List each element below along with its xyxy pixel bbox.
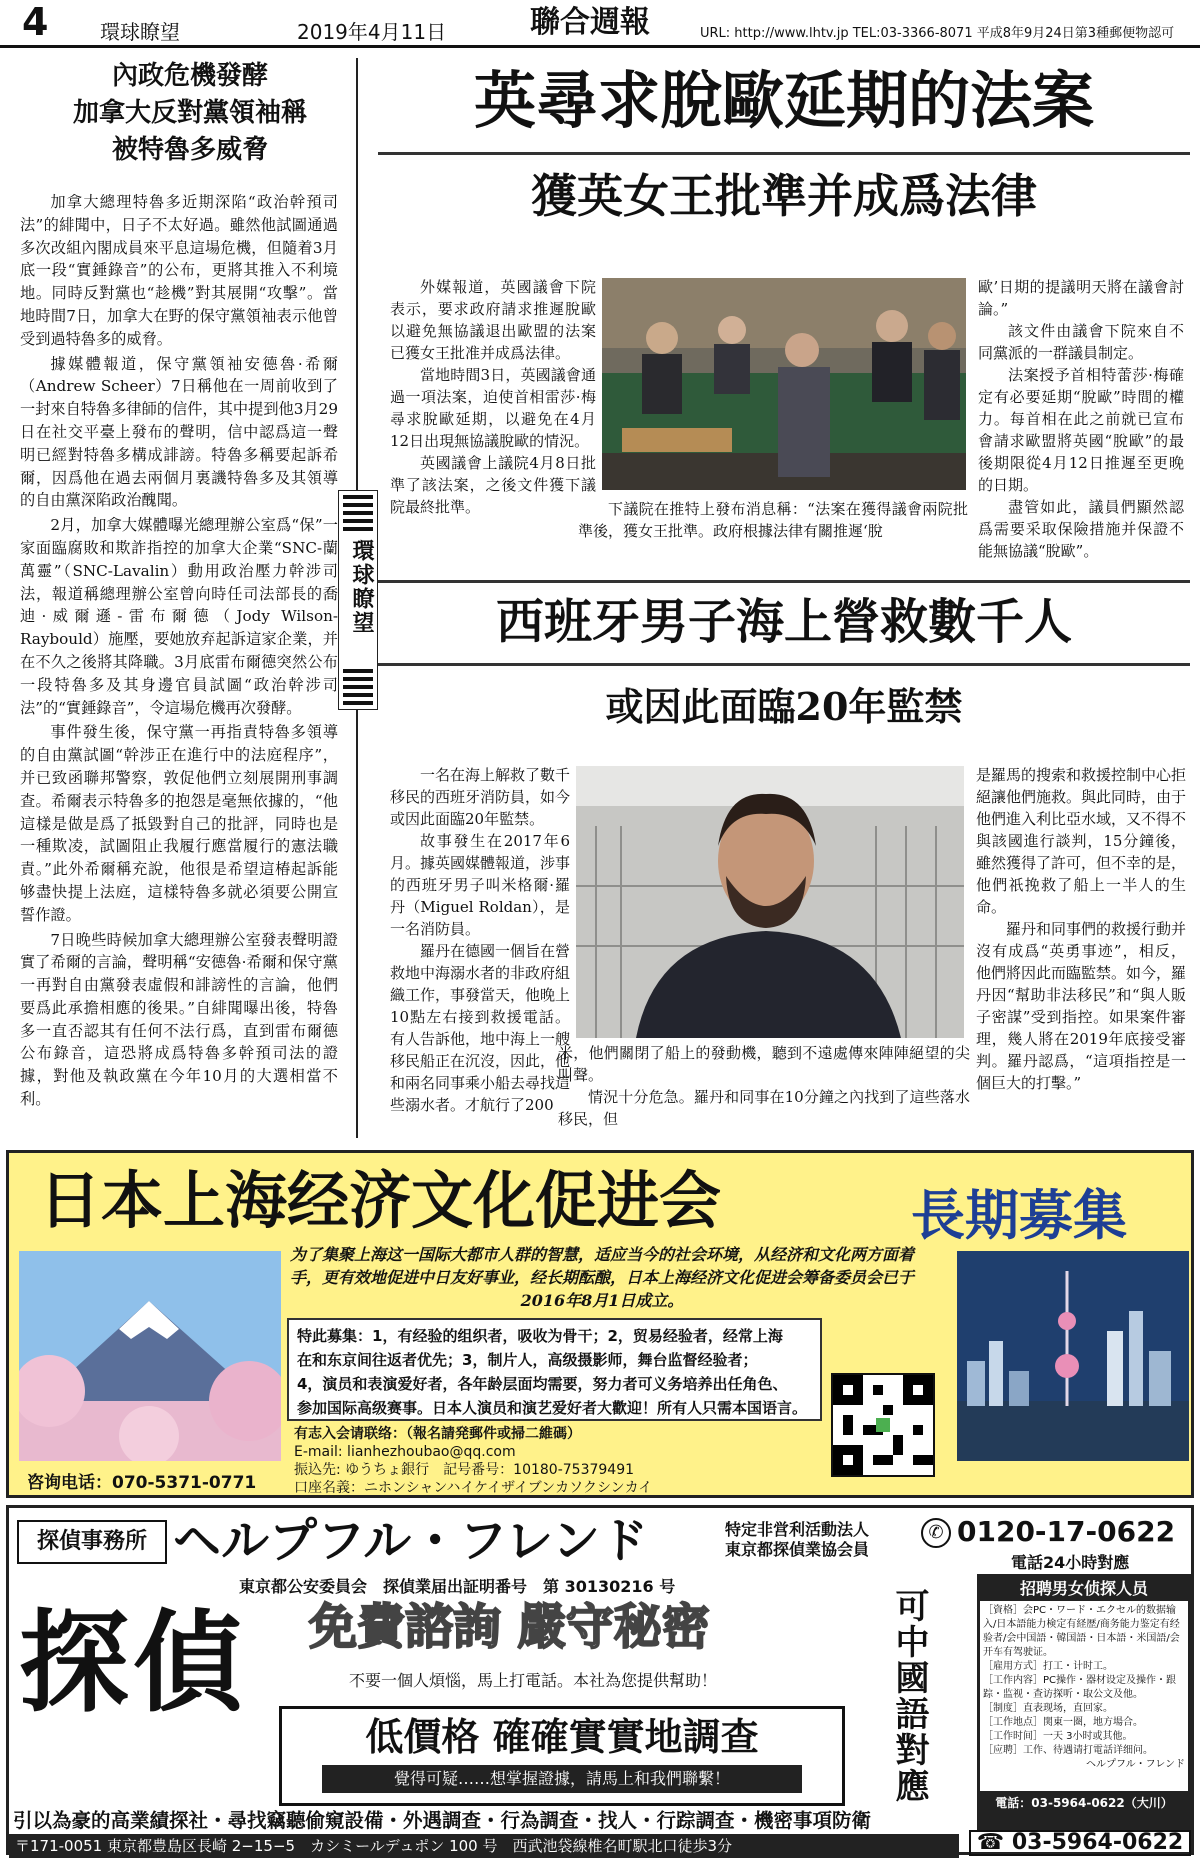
- email-line: E-mail: lianhezhoubao@qq.com: [294, 1444, 516, 1460]
- newspaper-logo: 聯合週報: [530, 5, 650, 40]
- article-title: 英尋求脫歐延期的法案: [473, 64, 1094, 137]
- recruit-item: ［工作内容］PC操作・器材设定及操作・跟踪・监视・查访探听・取公文及他。: [983, 1675, 1177, 1700]
- recruit-line: 特此募集：1，有经验的组织者，吸收为骨干；2，贸易经验者，经常上海: [297, 1327, 783, 1345]
- recruit-label: 長期募集: [911, 1184, 1127, 1247]
- recruit-title: 招聘男女侦探人员: [1019, 1579, 1148, 1598]
- paragraph: 下議院在推特上發布消息稱：“法案在獲得議會兩院批準後，獲女王批準。政府根據法律有關推遲‘脫: [578, 500, 968, 540]
- detective-big-word: 探偵: [19, 1599, 247, 1727]
- recruitment-box: [287, 1318, 822, 1421]
- recruit-line: 4，演员和表演爱好者，各年龄层面均需要，努力者可义务培养出任角色、: [297, 1375, 788, 1393]
- paragraph: 是羅馬的搜索和救援控制中心拒絕讓他們施救。與此同時，由于他們進入利比亞水域，又不得不與該國進行談判，15分鐘後，雖然獲得了許可，但不幸的是，他們祇挽救了船上一半人的生命。: [976, 766, 1187, 916]
- inquiry-phone[interactable]: 咨询电话：070-5371-0771: [27, 1473, 257, 1493]
- contact-details: [294, 1425, 652, 1497]
- headline-line-3: 被特魯多威脅: [111, 135, 268, 165]
- firefighter-photo: [576, 766, 964, 1038]
- section-name: 環球瞭望: [100, 20, 180, 44]
- chinese-support-vertical: 可中國語對應: [889, 1588, 929, 1804]
- low-price-box: [279, 1706, 845, 1806]
- mount-fuji-photo: [19, 1251, 281, 1461]
- bottom-phone[interactable]: [969, 1830, 1191, 1856]
- paragraph: 情況十分危急。羅丹和同事在10分鐘之內找到了這些落水移民，但: [558, 1088, 970, 1128]
- page-number: 4: [22, 0, 49, 44]
- paragraph: 據媒體報道，保守黨領袖安德魯·希爾（Andrew Scheer）7日稱他在一周前收到了一封來自特魯多律師的信件，其中提到他3月29日在社交平臺上發布的聲明，信中認爲這一聲明已經對特魯多構成誹謗。特魯多稱要起訴希爾，因爲他在過去兩個月裏譏特魯多及其領導的自由黨深陷政治醜聞。: [20, 354, 338, 510]
- detective-agency-ad: [6, 1505, 1194, 1855]
- services-list: 引以為豪的高業績探社・尋找竊聽偷窺設備・外遇調查・行為調查・找人・行踪調查・機密事項防衛: [13, 1809, 872, 1832]
- org-line: 特定非営利活動法人: [725, 1520, 870, 1539]
- stripe-decoration: [343, 669, 373, 705]
- paragraph: 加拿大總理特魯多近期深陷“政治幹預司法”的緋聞中，日子不太好過。雖然他試圖通過多次改組內閣成員來平息這場危機，但隨着3月底一段“實錘錄音”的公布，更將其推入不利境地。同時反對黨也“趁機”對其展開“攻擊”。當地時間7日，加拿大在野的保守黨領袖表示他曾受到過特魯多的威脅。: [20, 193, 338, 348]
- paragraph: 故事發生在2017年6月。據英國媒體報道，涉事的西班牙男子叫米格爾·羅丹（Miguel Roldan），是一名消防員。: [390, 832, 571, 938]
- paragraph: 7日晚些時候加拿大總理辦公室發表聲明證實了希爾的言論，聲明稱“安德魯·希爾和保守黨一再對自由黨發表虛假和誹謗性的言論，他們要爲此承擔相應的後果。”自緋聞曝出後，特魯多一直否認其有任何不法行爲，直到雷布爾德公布錄音，這恐將成爲特魯多幹預司法的證據，對他及執政黨在今年10月的大選相當不利。: [20, 930, 338, 1109]
- account-line: 口座名義：ニホンシャンハイケイザイブンカソクシンカイ: [294, 1480, 653, 1496]
- article-subtitle: 或因此面臨20年監禁: [605, 684, 963, 729]
- paragraph: 當地時間3日，英國議會通過一項法案，迫使首相雷莎·梅尋求脫歐延期，以避免在4月12日出現無協議脫歐的情況。: [390, 366, 596, 450]
- recruit-line: 在和东京间往返者优先；3，制片人，高级摄影师，舞台监督经验者；: [297, 1351, 758, 1369]
- masthead-bar: [0, 0, 1200, 48]
- shanghai-skyline-image: [957, 1251, 1189, 1461]
- paragraph: 歐’日期的提議明天將在議會討論。”: [978, 278, 1184, 318]
- issue-date: 2019年4月11日: [297, 20, 447, 44]
- recruit-line: 参加国际高级赛事。日本人演员和演艺爱好者大歡迎！所有人只需本国语言。: [297, 1399, 808, 1417]
- qr-code-pattern: [833, 1375, 933, 1475]
- main-phone[interactable]: 0120-17-0622: [957, 1515, 1176, 1548]
- phone-icon: ✆: [921, 1518, 951, 1548]
- phone-hours: 電話24小時對應: [1011, 1553, 1130, 1572]
- article-body: [20, 191, 338, 1111]
- company-name: ヘルプフル・フレンド: [173, 1513, 648, 1569]
- paragraph: 英國議會上議院4月8日批準了該法案，之後文件獲下議院最終批準。: [390, 454, 596, 516]
- license-number: 東京都公安委員会 探偵業届出証明番号 第 30130216 号: [239, 1577, 676, 1596]
- text-column-2: [558, 1042, 970, 1130]
- article-title: 西班牙男子海上營救數千人: [495, 594, 1072, 650]
- stripe-decoration: [343, 495, 373, 535]
- bottom-phone-number: 03-5964-0622: [1011, 1830, 1184, 1855]
- recruit-item: ［工作时间］一天 3小时或其他。: [983, 1731, 1133, 1742]
- section-tab-label: 環球瞭望: [349, 539, 374, 635]
- slogan2-subtext: 覺得可疑……想掌握證據，請馬上和我們聯繫！: [322, 1765, 802, 1793]
- recruit-item: ［雇用方式］打工・计时工。: [983, 1661, 1113, 1672]
- bank-line: 振込先: ゆうちょ銀行 記号番号：10180-75379491: [294, 1462, 635, 1478]
- spain-article: [378, 580, 1190, 1145]
- recruit-footer: ヘルプフル・フレンド: [1086, 1759, 1185, 1770]
- slogan-low-price: 低價格 確確實實地調查: [365, 1715, 759, 1759]
- text-column-1: [390, 276, 596, 518]
- paragraph: 一名在海上解救了數千移民的西班牙消防員，如今或因此面臨20年監禁。: [390, 766, 571, 828]
- brexit-article: [378, 58, 1190, 578]
- recruit-item: ［工作地点］関東一圏，地方場合。: [983, 1717, 1143, 1728]
- recruit-phone[interactable]: 電話：03-5964-0622（大川）: [995, 1796, 1173, 1810]
- shanghai-association-ad: [6, 1150, 1194, 1498]
- text-column-2: [578, 498, 968, 542]
- contact-info: URL: http://www.lhtv.jp TEL:03-3366-8071 平成8年9月24日第3種郵便物認可: [700, 26, 1175, 41]
- recruit-details: [980, 1601, 1188, 1791]
- text-column-1: [390, 764, 570, 1116]
- paragraph: 盡管如此，議員們顯然認爲需要采取保險措施并保證不能無協議“脫歐”。: [978, 498, 1184, 560]
- qr-code-icon[interactable]: [831, 1373, 935, 1477]
- shanghai-skyline-photo: [957, 1251, 1189, 1461]
- mount-fuji-image: [19, 1251, 281, 1461]
- article-subtitle: 獲英女王批準并成爲法律: [531, 169, 1037, 223]
- paragraph: 法案授予首相特蕾莎·梅確定有必要延期“脫歐”時間的權力。每首相在此之前就已宣布會請求歐盟將英國“脫歐”的最後期限從4月12日推遲至更晚的日期。: [978, 366, 1184, 494]
- slogan-free-consult: 免費諮詢 嚴守秘密: [309, 1599, 710, 1655]
- paragraph: 外媒報道，英國議會下院表示，要求政府請求推遲脫歐以避免無協議退出歐盟的法案已獲女王批准并成爲法律。: [390, 278, 596, 362]
- paragraph: 事件發生後，保守黨一再指責特魯多領導的自由黨試圖“幹涉正在進行中的法庭程序”，并已致函聯邦警察，敦促他們立刻展開刑事調查。希爾表示特魯多的抱怨是毫無依據的，“他這樣是做是爲了抵毀對自己的批評，同時也是一種欺凌，試圖阻止我履行應當履行的憲法職責。”此外希爾稱充說，他很是希望這椿起訴能够盡快提上法庭，這樣特魯多就必須要公開宣誓作證。: [20, 723, 338, 924]
- paragraph: 2月，加拿大媒體曝光總理辦公室爲“保”一家面臨腐敗和欺詐指控的加拿大企業“SNC-蘭萬靈”（SNC-Lavalin）動用政治壓力幹涉司法，報道稱總理辦公室曾向時任司法部長的喬迪·威爾遜-雷布爾德（Jody Wilson-Raybould）施壓，要她放弃起訴這家企業，并在不久之後將其降職。3月底雷布爾德突然公布一段特魯多及其身邊官員試圖“政治幹涉司法”的“實錘錄音”，令這場危機再次發酵。: [20, 516, 338, 717]
- canada-article: [20, 58, 360, 1138]
- divider: [378, 152, 1190, 155]
- paragraph: 羅丹在德國一個旨在營救地中海溺水者的非政府組織工作，事發當天，他晚上10點左右接到救援電話。有人告訴他，地中海上一艘移民船正在沉沒，因此，他和兩名同事乘小船去尋找這些溺水者。才航行了200: [390, 942, 571, 1114]
- recruit-item: ［应聘］工作、待遇请打電話详细问。: [983, 1745, 1153, 1756]
- parliament-photo-image: [602, 278, 966, 490]
- phone-icon: ☎: [976, 1830, 1012, 1855]
- text-column-3: [976, 764, 1186, 1094]
- firefighter-photo-image: [576, 766, 964, 1038]
- parliament-photo: [602, 278, 966, 490]
- paragraph: 羅丹和同事們的救援行動并沒有成爲“英勇事迹”，相反，他們將因此而臨監禁。如今，羅丹因“幫助非法移民”和“與人販子密謀”受到指控。如果案件審理，幾人將在2019年底接受審判。羅丹認爲，“這項指控是一個巨大的打擊。”: [976, 920, 1187, 1092]
- ad-title: 日本上海经济文化促进会: [39, 1164, 722, 1237]
- headline-line-1: 內政危機發酵: [111, 61, 268, 91]
- address-bar: 〒171-0051 東京都豊島区長崎 2−15−5 カシミールデュポン 100 号 西武池袋線椎名町駅北口徒歩3分: [9, 1834, 959, 1858]
- text-column-3: [978, 276, 1184, 562]
- org-line: 東京都探偵業協会員: [725, 1540, 870, 1559]
- paragraph: 該文件由議會下院來自不同黨派的一群議員制定。: [978, 322, 1184, 362]
- office-label: 探偵事務所: [17, 1520, 167, 1564]
- recruit-panel: [977, 1574, 1191, 1830]
- recruit-item: ［資格］会PC・ワード・エクセル的数据输入/日本語能力検定有経歴/商务能力鉴定有经验者/会中国語・韓国語・日本語・米国語/会开车有驾驶证。: [983, 1605, 1180, 1658]
- divider: [378, 663, 1190, 666]
- recruit-item: ［制度］直表现场，直回家。: [983, 1703, 1113, 1714]
- organization-info: [725, 1520, 869, 1560]
- slogan-subtext: 不要一個人煩惱，馬上打電話。本社為您提供幫助！: [349, 1671, 718, 1690]
- paragraph: 米，他們關閉了船上的發動機，聽到不遠處傳來陣陣絕望的尖叫聲。: [558, 1044, 970, 1084]
- ad-intro: 为了集聚上海这一国际大都市人群的智慧，适应当今的社会环境，从经济和文化两方面着手，更有效地促进中日友好事业，经长期酝酿，日本上海经济文化促进会筹备委员会已于2016年8月1日成立。: [289, 1245, 914, 1310]
- contact-line: 有志入会请联络：（報名請発郵件或掃二維碼）: [294, 1426, 581, 1442]
- headline-line-2: 加拿大反對黨領袖稱: [72, 98, 307, 128]
- section-tab: [338, 490, 378, 710]
